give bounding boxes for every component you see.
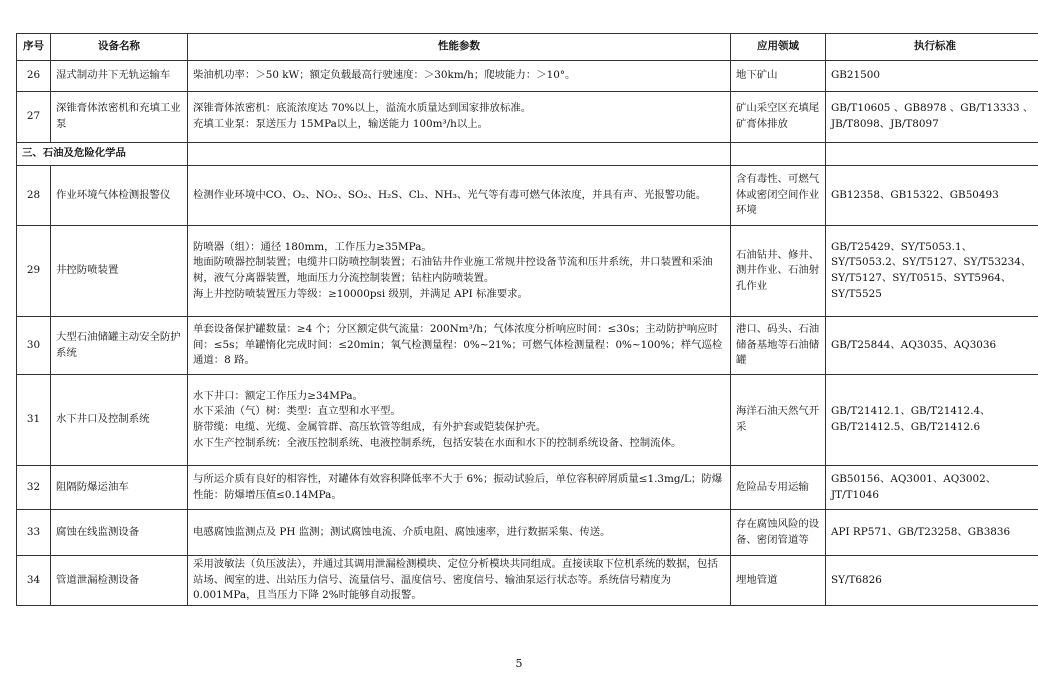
performance-params xyxy=(188,61,731,92)
table-row xyxy=(17,466,1038,510)
application-area: 港口、码头、石油储备基地等石油储罐 xyxy=(731,317,826,375)
performance-line: 采用波敏法（负压波法），并通过其调用泄漏检测模块、定位分析模块共同组成。直接读取下位机系统的数据，包括站场、阀室的进、出站压力信号、流量信号、温度信号、密度信号、输油泵运行状态等。系统信号精度为 0.001MPa，且当压力下降 2%时能够自动报警。 xyxy=(193,558,718,602)
header-area: 应用领域 xyxy=(731,34,826,61)
equipment-name: 深锥膏体浓密机和充填工业泵 xyxy=(51,92,188,143)
application-area: 矿山采空区充填尾矿膏体排放 xyxy=(731,92,826,143)
performance-line: 与所运介质有良好的相容性，对罐体有效容积降低率不大于 6%；振动试验后，单位容积碎屑质量≤1.3mg/L；防爆性能：防爆增压值≤0.14MPa。 xyxy=(193,472,723,501)
performance-params xyxy=(188,375,731,466)
performance-params xyxy=(188,226,731,317)
execution-standard: GB12358、GB15322、GB50493 xyxy=(826,166,1038,226)
execution-standard: GB/T25844、AQ3035、AQ3036 xyxy=(826,317,1038,375)
performance-line: 水下生产控制系统：全液压控制系统、电液控制系统，包括安装在水面和水下的控制系统设备、控制流体。 xyxy=(193,436,682,449)
row-number: 26 xyxy=(17,61,51,92)
table-row xyxy=(17,166,1038,226)
application-area: 石油钻井、修井、测井作业、石油射孔作业 xyxy=(731,226,826,317)
equipment-name: 井控防喷装置 xyxy=(51,226,188,317)
equipment-name: 水下井口及控制系统 xyxy=(51,375,188,466)
header-perf: 性能参数 xyxy=(188,34,731,61)
performance-params xyxy=(188,317,731,375)
application-area: 埋地管道 xyxy=(731,556,826,606)
equipment-table xyxy=(16,33,1038,606)
header-name: 设备名称 xyxy=(51,34,188,61)
performance-line: 防喷器（组）：通径 180mm，工作压力≥35MPa。 xyxy=(193,240,432,253)
execution-standard: API RP571、GB/T23258、GB3836 xyxy=(826,510,1038,556)
page-number: 5 xyxy=(515,657,523,670)
performance-line: 水下采油（气）树：类型：直立型和水平型。 xyxy=(193,405,401,418)
performance-line: 深锥膏体浓密机：底流浓度达 70%以上，溢流水质量达到国家排放标准。 xyxy=(193,102,532,115)
row-number: 28 xyxy=(17,166,51,226)
performance-line: 检测作业环境中CO、O₂、NO₂、SO₂、H₂S、Cl₂、NH₃、光气等有毒可燃气体浓度，并具有声、光报警功能。 xyxy=(193,188,707,201)
execution-standard: SY/T6826 xyxy=(826,556,1038,606)
table-row xyxy=(17,92,1038,143)
application-area: 存在腐蚀风险的设备、密闭管道等 xyxy=(731,510,826,556)
empty-cell xyxy=(731,143,826,166)
table-row xyxy=(17,317,1038,375)
row-number: 27 xyxy=(17,92,51,143)
row-number: 32 xyxy=(17,466,51,510)
equipment-name: 管道泄漏检测设备 xyxy=(51,556,188,606)
execution-standard: GB/T25429、SY/T5053.1、SY/T5053.2、SY/T5127、SY/T53234、SY/T5127、SY/T0515、SYT5964、SY/T5525 xyxy=(826,226,1038,317)
empty-cell xyxy=(188,143,731,166)
table-header-row xyxy=(17,34,1038,61)
row-number: 33 xyxy=(17,510,51,556)
row-number: 30 xyxy=(17,317,51,375)
row-number: 34 xyxy=(17,556,51,606)
execution-standard: GB/T21412.1、GB/T21412.4、GB/T21412.5、GB/T21412.6 xyxy=(826,375,1038,466)
performance-params xyxy=(188,556,731,606)
empty-cell xyxy=(826,143,1038,166)
row-number: 31 xyxy=(17,375,51,466)
row-number: 29 xyxy=(17,226,51,317)
application-area: 危险品专用运输 xyxy=(731,466,826,510)
header-std: 执行标准 xyxy=(826,34,1038,61)
performance-line: 柴油机功率：＞50 kW；额定负载最高行驶速度：＞30km/h；爬坡能力：＞10°。 xyxy=(193,69,576,82)
header-no: 序号 xyxy=(17,34,51,61)
performance-params xyxy=(188,510,731,556)
performance-params xyxy=(188,92,731,143)
execution-standard: GB/T10605 、GB8978 、GB/T13333 、JB/T8098、JB/T8097 xyxy=(826,92,1038,143)
performance-line: 充填工业泵：泵送压力 15MPa以上，输送能力 100m³/h以上。 xyxy=(193,118,489,130)
performance-line: 海上井控防喷装置压力等级：≥10000psi 级别，并满足 API 标准要求。 xyxy=(193,287,528,300)
equipment-name: 湿式制动井下无轨运输车 xyxy=(51,61,188,92)
equipment-name: 阻隔防爆运油车 xyxy=(51,466,188,510)
performance-line: 电感腐蚀监测点及 PH 监测；测试腐蚀电流、介质电阻、腐蚀速率，进行数据采集、传送。 xyxy=(193,525,611,538)
performance-line: 地面防喷器控制装置；电缆井口防喷控制装置；石油钻井作业施工常规井控设备节流和压井系统，井口装置和采油树，液气分离器装置，地面压力分流控制装置；钻柱内防喷装置。 xyxy=(193,256,713,284)
execution-standard: GB21500 xyxy=(826,61,1038,92)
equipment-name: 作业环境气体检测报警仪 xyxy=(51,166,188,226)
section-row xyxy=(17,143,1038,166)
table-row xyxy=(17,375,1038,466)
section-title: 三、石油及危险化学品 xyxy=(17,143,188,166)
performance-line: 水下井口：额定工作压力≥34MPa。 xyxy=(193,389,363,402)
performance-params xyxy=(188,466,731,510)
equipment-name: 腐蚀在线监测设备 xyxy=(51,510,188,556)
application-area: 含有毒性、可燃气体或密闭空间作业环境 xyxy=(731,166,826,226)
equipment-name: 大型石油储罐主动安全防护系统 xyxy=(51,317,188,375)
table-row xyxy=(17,510,1038,556)
table-row xyxy=(17,61,1038,92)
performance-line: 脐带缆：电缆、光缆、金属管群、高压软管等组成，有外护套或铠装保护壳。 xyxy=(193,421,547,433)
table-row xyxy=(17,556,1038,606)
performance-params xyxy=(188,166,731,226)
table-row xyxy=(17,226,1038,317)
execution-standard: GB50156、AQ3001、AQ3002、JT/T1046 xyxy=(826,466,1038,510)
performance-line: 单套设备保护罐数量：≥4 个；分区额定供气流量：200Nm³/h；气体浓度分析响应时间：≤30s；主动防护响应时间：≤5s；单罐惰化完成时间：≤20min；氧气检测量程：0%~21%；可燃气体检测量程：0%~100%；样气巡检通道：8 路。 xyxy=(193,323,723,367)
application-area: 海洋石油天然气开采 xyxy=(731,375,826,466)
application-area: 地下矿山 xyxy=(731,61,826,92)
